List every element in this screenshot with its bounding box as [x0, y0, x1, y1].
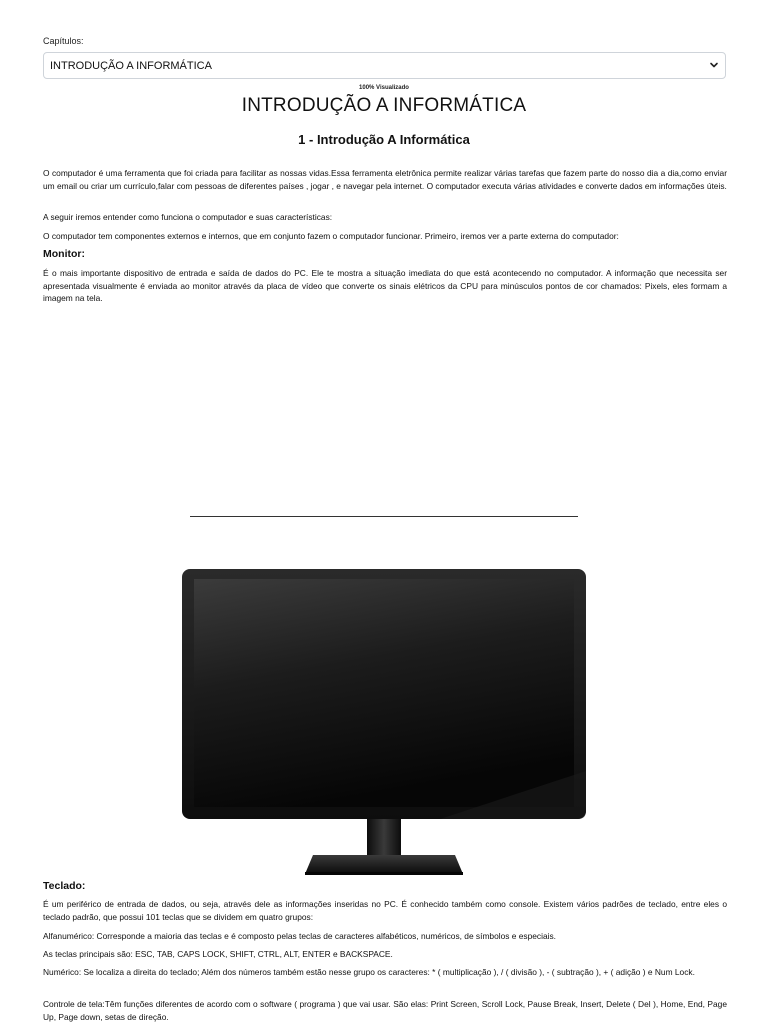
monitor-image — [180, 566, 588, 878]
chapters-selected-value: INTRODUÇÃO A INFORMÁTICA — [50, 59, 212, 72]
keyboard-heading: Teclado: — [43, 880, 86, 892]
intro-paragraph-3: O computador tem componentes externos e internos, que em conjunto fazem o computador funcionar. Primeiro, iremos ver a parte externa do computador: — [43, 231, 619, 241]
chapters-select[interactable] — [43, 52, 726, 79]
keyboard-paragraph-3: As teclas principais são: ESC, TAB, CAPS LOCK, SHIFT, CTRL, ALT, ENTER e BACKSPACE. — [43, 949, 393, 959]
divider — [190, 516, 578, 517]
lesson-title: 1 - Introdução A Informática — [298, 132, 470, 147]
page-title: INTRODUÇÃO A INFORMÁTICA — [241, 95, 527, 116]
keyboard-paragraph-4: Numérico: Se localiza a direita do teclado; Além dos números também estão nesse grupo os caracteres: * ( multiplicação ), / ( divisão ), - ( subtração ), + ( adição ) e Num Lock. — [43, 967, 695, 977]
keyboard-paragraph-1: É um periférico de entrada de dados, ou seja, através dele as informações inseridas no PC. É conhecido também como console. Existem vários padrões de teclado, entre eles o teclado padrão, que possui 101 teclas que se dividem em quatro grupos: — [43, 899, 727, 922]
chevron-down-icon — [709, 60, 719, 70]
progress-text: 100% Visualizado — [359, 85, 409, 91]
monitor-paragraph: É o mais importante dispositivo de entrada e saída de dados do PC. Ele te mostra a situação imediata do que está acontecendo no computador. A informação que necessita ser apresentada visualmente é enviada ao monitor através da placa de vídeo que converte os sinais elétricos da CPU para minúsculos pontos de cor chamados: Pixels, eles formam a imagem na tela. — [43, 268, 727, 303]
intro-paragraph-2: A seguir iremos entender como funciona o computador e suas características: — [43, 212, 333, 222]
chapters-label: Capítulos: — [43, 36, 84, 46]
intro-paragraph-1: O computador é uma ferramenta que foi criada para facilitar as nossas vidas.Essa ferramenta eletrônica permite realizar várias tarefas que fazem parte do nosso dia a dia,como enviar um email ou criar um currículo,falar com pessoas de diferentes países , jogar , e navegar pela internet. O computador executa várias atividades e converte dados em informações úteis. — [43, 168, 727, 191]
monitor-heading: Monitor: — [43, 248, 85, 260]
keyboard-paragraph-2: Alfanumérico: Corresponde a maioria das teclas e é composto pelas teclas de caracteres alfabéticos, numéricos, de símbolos e especiais. — [43, 931, 556, 941]
keyboard-paragraph-5: Controle de tela:Têm funções diferentes de acordo com o software ( programa ) que vai usar. São elas: Print Screen, Scroll Lock, Pause Break, Insert, Delete ( Del ), Home, End, Page Up, Page down, setas de direção. — [43, 999, 727, 1022]
